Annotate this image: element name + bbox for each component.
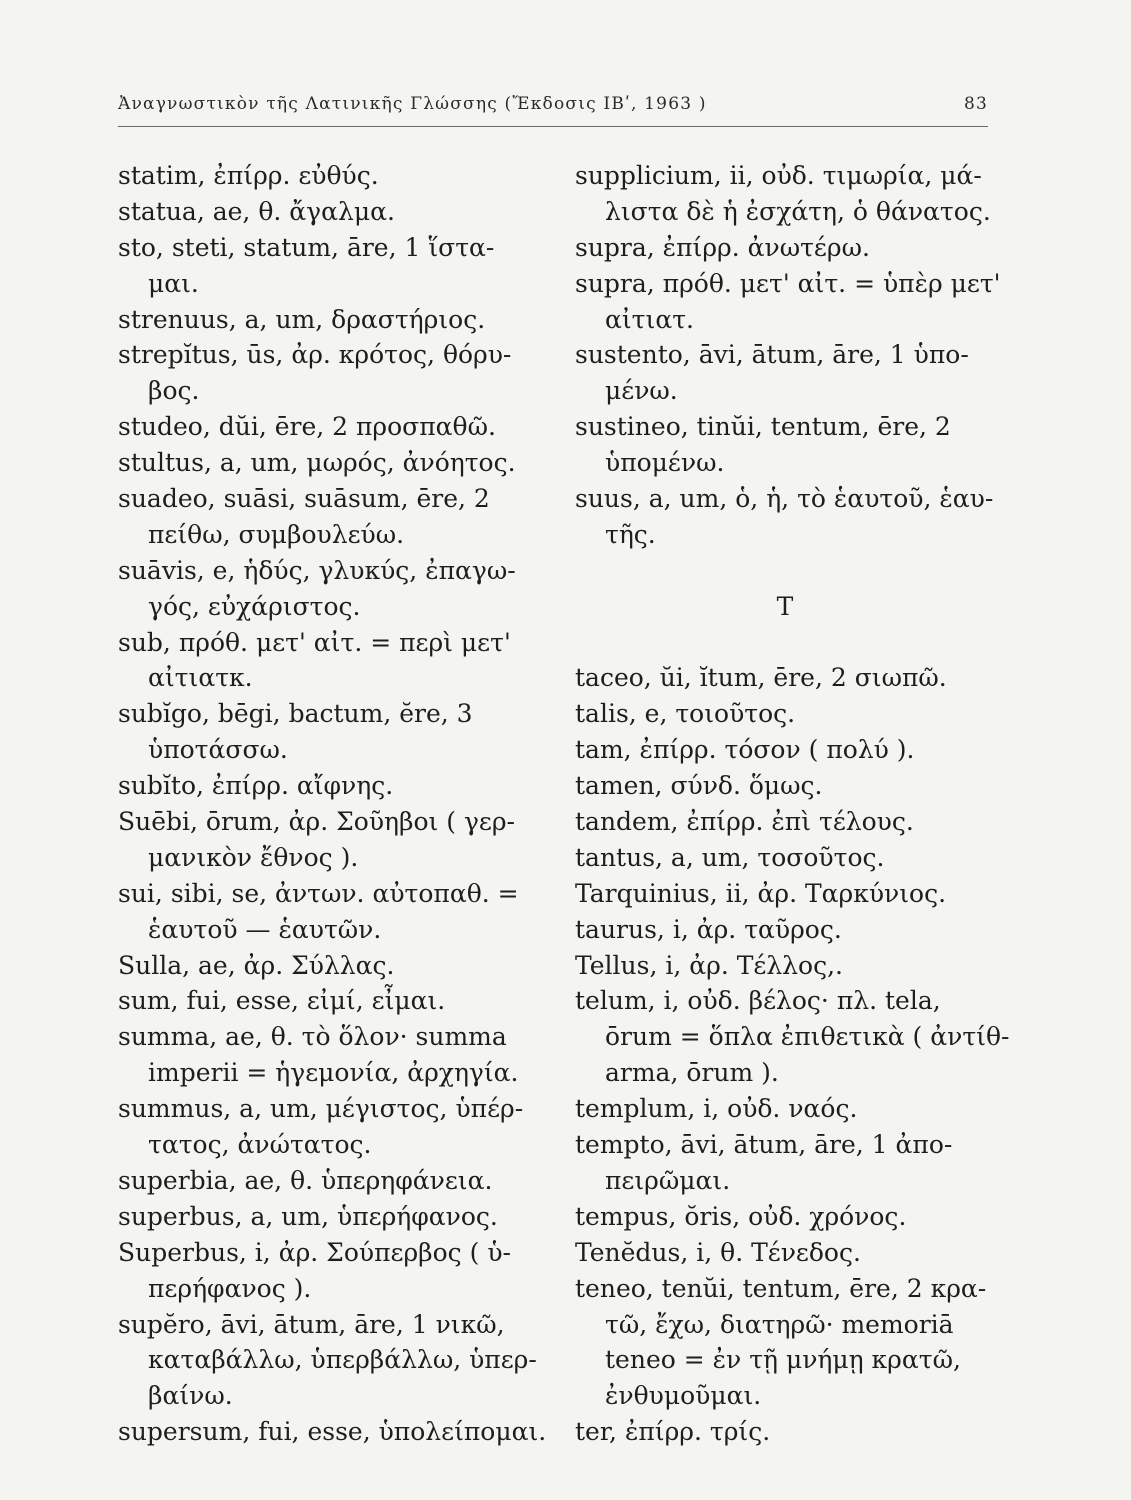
left-entry-line: ἑαυτοῦ — ἑαυτῶν.: [148, 914, 382, 944]
right-entry-line: supra, πρόθ. μετ' αἰτ. = ὑπὲρ μετ': [575, 268, 1001, 298]
right-entry-line: τῆς.: [605, 519, 656, 549]
left-entry-line: sui, sibi, se, ἀντων. αὐτοπαθ. =: [118, 878, 519, 908]
left-entry-line: Sulla, ae, ἀρ. Σύλλας.: [118, 950, 395, 980]
right-entry-line: tempto, āvi, ātum, āre, 1 ἀπο-: [575, 1130, 953, 1160]
left-entry-line: τατος, ἀνώτατος.: [148, 1130, 372, 1160]
left-entry-line: περήφανος ).: [148, 1273, 312, 1303]
right-entry-line: supplicium, ii, οὐδ. τιμωρία, μά-: [575, 161, 982, 190]
right-entry-line: tempus, ŏris, οὐδ. χρόνος.: [575, 1201, 907, 1231]
right-entry-line: [575, 625, 995, 661]
right-entry-line: teneo = ἐν τῇ μνήμῃ κρατῶ,: [605, 1345, 961, 1375]
right-entry-line: αἰτιατ.: [605, 304, 694, 334]
left-entry-line: sum, fui, esse, εἰμί, εἶμαι.: [118, 986, 446, 1016]
right-entry-line: telum, i, οὐδ. βέλος· πλ. tela,: [575, 986, 941, 1016]
section-letter-heading: T: [776, 591, 794, 621]
left-entry-line: βος.: [148, 376, 200, 406]
left-entry-line: supĕro, āvi, ātum, āre, 1 νικῶ,: [118, 1309, 505, 1339]
left-entry-line: stultus, a, um, μωρός, ἀνόητος.: [118, 448, 516, 478]
right-entry-line: sustineo, tinŭi, tentum, ēre, 2: [575, 412, 951, 442]
right-column: [575, 158, 1010, 1450]
right-entry-line: μένω.: [605, 376, 678, 406]
right-entry-line: tandem, ἐπίρρ. ἐπὶ τέλους.: [575, 807, 914, 837]
left-entry-line: superbia, ae, θ. ὑπερηφάνεια.: [118, 1165, 493, 1195]
right-entry-line: ōrum = ὅπλα ἐπιθετικὰ ( ἀντίθ-: [605, 1022, 1010, 1052]
left-entry-line: strepĭtus, ūs, ἀρ. κρότος, θόρυ-: [118, 340, 512, 370]
right-entry-line: Tellus, i, ἀρ. Τέλλος,.: [575, 950, 843, 980]
right-entry-line: ὑπομένω.: [605, 448, 725, 478]
right-entry-line: suus, a, um, ὁ, ἡ, τὸ ἑαυτοῦ, ἑαυ-: [575, 484, 994, 514]
left-entry-line: Superbus, i, ἀρ. Σούπερβος ( ὑ-: [118, 1237, 511, 1267]
right-entry-line: taurus, i, ἀρ. ταῦρος.: [575, 914, 842, 944]
right-entry-line: [575, 553, 995, 589]
left-entry-line: supersum, fui, esse, ὑπολείπομαι.: [118, 1417, 547, 1447]
left-entry-line: βαίνω.: [148, 1381, 233, 1411]
left-entry-line: μανικὸν ἔθνος ).: [148, 842, 359, 872]
right-entry-line: teneo, tenŭi, tentum, ēre, 2 κρα-: [575, 1273, 987, 1303]
left-entry-line: Suēbi, ōrum, ἀρ. Σοῦηβοι ( γερ-: [118, 807, 515, 837]
right-entry-line: tamen, σύνδ. ὅμως.: [575, 771, 823, 801]
right-entry-line: τῶ, ἔχω, διατηρῶ· memoriā: [605, 1309, 954, 1339]
header-title: Ἀναγνωστικὸν τῆς Λατινικῆς Γλώσσης (Ἔκδοσις ΙΒʹ, 1963 ): [118, 94, 707, 114]
left-entry-line: αἰτιατκ.: [148, 663, 253, 693]
right-entry-line: ter, ἐπίρρ. τρίς.: [575, 1417, 771, 1447]
left-entry-line: statim, ἐπίρρ. εὐθύς.: [118, 161, 379, 190]
left-entry-line: suāvis, e, ἡδύς, γλυκύς, ἐπαγω-: [118, 555, 516, 585]
page-number: 83: [963, 94, 988, 114]
left-entry-line: suadeo, suāsi, suāsum, ēre, 2: [118, 484, 490, 514]
left-entry-line: μαι.: [148, 268, 199, 298]
right-entry-line: Tarquinius, ii, ἀρ. Ταρκύνιος.: [575, 878, 947, 908]
left-entry-line: statua, ae, θ. ἄγαλμα.: [118, 196, 395, 226]
right-entry-line: taceo, ŭi, ĭtum, ēre, 2 σιωπῶ.: [575, 663, 947, 693]
left-entry-line: summus, a, um, μέγιστος, ὑπέρ-: [118, 1094, 524, 1124]
left-entry-line: γός, εὐχάριστος.: [148, 591, 361, 621]
left-entry-line: strenuus, a, um, δραστήριος.: [118, 304, 486, 334]
right-entry-line: sustento, āvi, ātum, āre, 1 ὑπο-: [575, 340, 969, 370]
left-entry-line: καταβάλλω, ὑπερβάλλω, ὑπερ-: [148, 1345, 537, 1375]
header-rule: [118, 126, 988, 127]
left-entry-line: studeo, dŭi, ēre, 2 προσπαθῶ.: [118, 412, 496, 442]
left-entry-line: sto, steti, statum, āre, 1 ἵστα-: [118, 232, 495, 262]
left-column: [118, 158, 548, 1450]
left-entry-line: subĭgo, bēgi, bactum, ĕre, 3: [118, 699, 473, 729]
right-entry-line: talis, e, τοιοῦτος.: [575, 699, 796, 729]
left-entry-line: subĭto, ἐπίρρ. αἴφνης.: [118, 771, 394, 801]
right-entry-line: supra, ἐπίρρ. ἀνωτέρω.: [575, 232, 870, 262]
right-entry-line: πειρῶμαι.: [605, 1165, 731, 1195]
left-entry-line: πείθω, συμβουλεύω.: [148, 519, 405, 549]
running-header: [118, 94, 988, 122]
right-entry-line: tantus, a, um, τοσοῦτος.: [575, 842, 885, 872]
left-entry-line: summa, ae, θ. τὸ ὅλον· summa: [118, 1022, 507, 1052]
right-entry-line: arma, ōrum ).: [605, 1058, 779, 1088]
left-entry-line: ὑποτάσσω.: [148, 735, 288, 765]
right-entry-line: λιστα δὲ ἡ ἐσχάτη, ὁ θάνατος.: [605, 196, 991, 226]
left-entry-line: imperii = ἡγεμονία, ἀρχηγία.: [148, 1058, 519, 1088]
right-entry-line: tam, ἐπίρρ. τόσον ( πολύ ).: [575, 735, 915, 765]
left-entry-line: superbus, a, um, ὑπερήφανος.: [118, 1201, 498, 1231]
right-entry-line: ἐνθυμοῦμαι.: [605, 1381, 762, 1411]
right-entry-line: templum, i, οὐδ. ναός.: [575, 1094, 858, 1124]
left-entry-line: sub, πρόθ. μετ' αἰτ. = περὶ μετ': [118, 627, 511, 657]
right-entry-line: Tenĕdus, i, θ. Τένεδος.: [575, 1237, 861, 1267]
